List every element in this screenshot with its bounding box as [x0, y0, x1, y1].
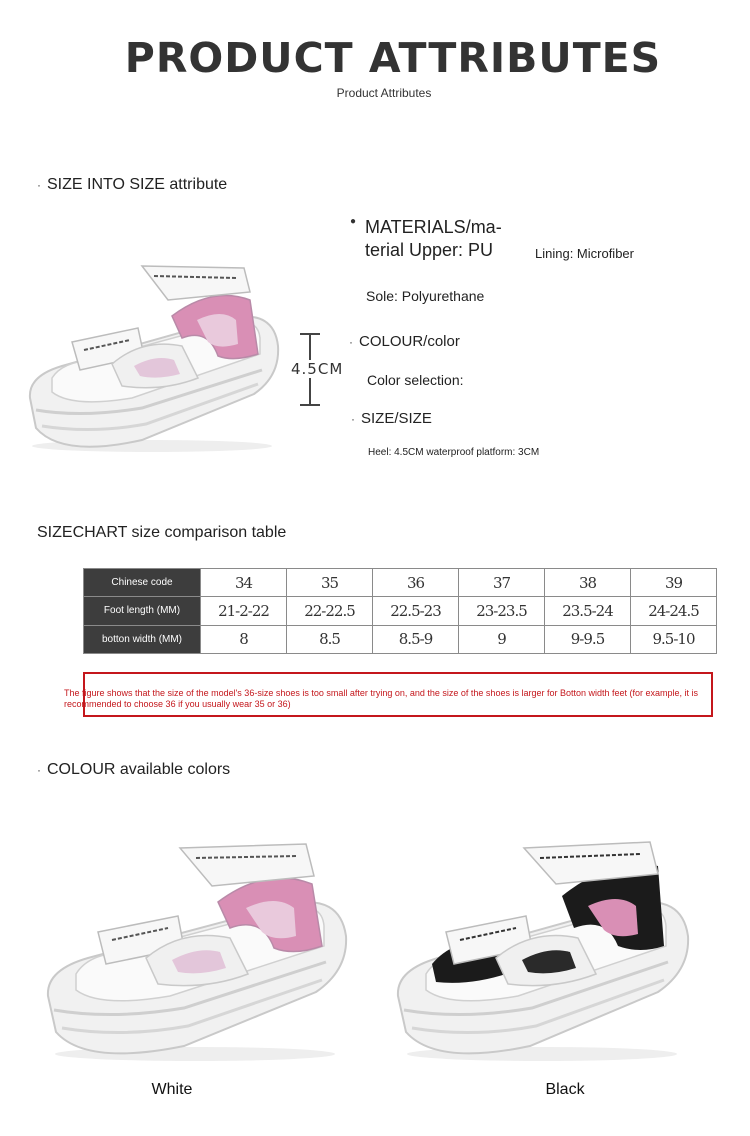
table-cell: 8.5-9	[373, 625, 459, 653]
white-sandal-image	[22, 258, 284, 458]
color-caption-black: Black	[545, 1081, 585, 1098]
lining-attribute: Lining: Microfiber	[535, 246, 634, 261]
table-cell: 22-22.5	[287, 597, 373, 625]
black-sandal-image	[392, 836, 692, 1066]
color-selection-attribute: Color selection:	[367, 372, 464, 388]
table-cell: 22.5-23	[373, 597, 459, 625]
page-subtitle: Product Attributes	[336, 86, 432, 100]
table-cell: 39	[631, 569, 717, 597]
table-cell: 9-9.5	[545, 625, 631, 653]
table-cell: 24-24.5	[631, 597, 717, 625]
table-cell: 9.5-10	[631, 625, 717, 653]
table-cell: 37	[459, 569, 545, 597]
size-attribute: · SIZE/SIZE	[351, 410, 432, 427]
heel-attribute: Heel: 4.5CM waterproof platform: 3CM	[368, 447, 540, 458]
size-section-label: · SIZE INTO SIZE attribute	[37, 176, 228, 193]
row-header: Foot length (MM)	[84, 597, 201, 625]
row-header: botton width (MM)	[84, 625, 201, 653]
bullet-icon: ·	[351, 412, 355, 426]
table-cell: 36	[373, 569, 459, 597]
colours-section-label: · COLOUR available colors	[37, 761, 231, 778]
table-cell: 8.5	[287, 625, 373, 653]
sizechart-label: SIZECHART size comparison table	[37, 524, 287, 541]
size-note: The figure shows that the size of the model's 36-size shoes is too small after trying on, and the size of the shoes is larger for Botton width feet (for example, it is recommended to choose 36 if you usually wear 35 or 36)	[64, 688, 699, 709]
table-cell: 9	[459, 625, 545, 653]
height-callout: 4.5CM	[291, 360, 344, 378]
table-cell: 38	[545, 569, 631, 597]
table-cell: 8	[201, 625, 287, 653]
table-row	[84, 597, 717, 625]
row-header: Chinese code	[84, 569, 201, 597]
bullet-icon: ·	[37, 763, 41, 777]
table-row	[84, 625, 717, 653]
size-comparison-table	[83, 568, 717, 654]
bullet-icon: ·	[349, 335, 353, 349]
table-cell: 34	[201, 569, 287, 597]
color-caption-white: White	[151, 1081, 193, 1098]
table-cell: 23-23.5	[459, 597, 545, 625]
table-row	[84, 569, 717, 597]
dimension-bottom-tick	[300, 404, 320, 406]
bullet-icon: ●	[350, 216, 357, 227]
page-title: PRODUCT ATTRIBUTES	[124, 34, 662, 82]
table-cell: 23.5-24	[545, 597, 631, 625]
table-cell: 35	[287, 569, 373, 597]
colour-attribute: · COLOUR/color	[349, 333, 460, 350]
table-cell: 21-2-22	[201, 597, 287, 625]
bullet-icon: ·	[37, 178, 41, 192]
materials-attribute: MATERIALS/ma- terial Upper: PU	[365, 217, 502, 260]
white-sandal-image	[40, 836, 352, 1066]
top-velcro-strap	[142, 266, 250, 300]
sole-attribute: Sole: Polyurethane	[366, 288, 485, 304]
